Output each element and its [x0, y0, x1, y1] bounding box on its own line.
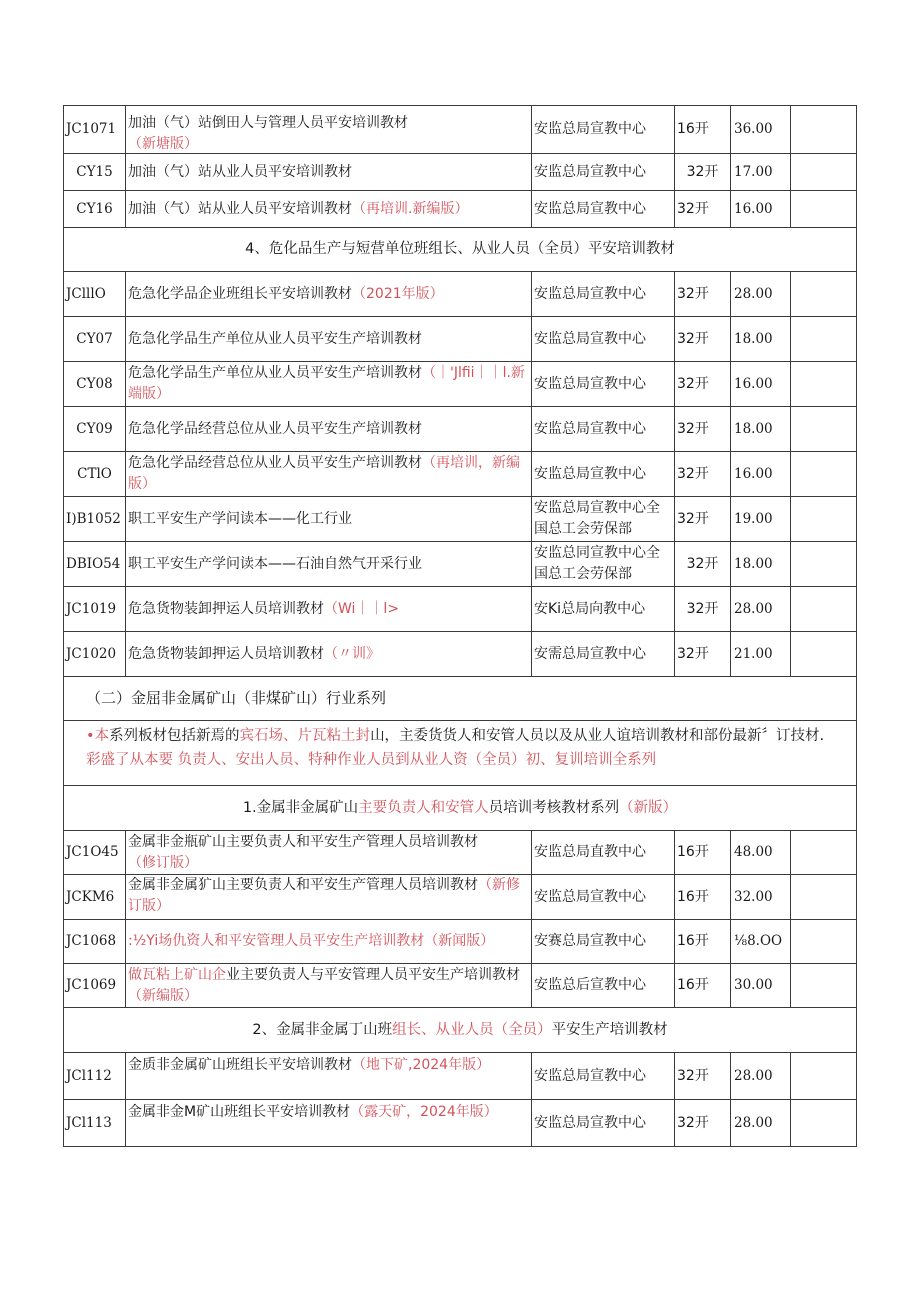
part-heading-row: [64, 677, 857, 721]
book-format: 16开: [675, 920, 731, 964]
book-price: 28.00: [731, 1100, 791, 1147]
book-publisher: 安监总局宣教中心: [532, 452, 675, 497]
book-edition-note: （地下矿,2024年版）: [352, 1057, 491, 1073]
book-publisher: 安监总局宣教中心: [532, 362, 675, 407]
book-format: 16开: [675, 964, 731, 1008]
book-publisher: 安监总局宣教中心: [532, 272, 675, 317]
book-format: 32开: [675, 407, 731, 452]
empty-cell: [791, 272, 857, 317]
table-row: [64, 920, 857, 964]
book-edition-note: （｜'Jlfii｜｜l.新端版）: [128, 365, 525, 402]
book-price: 19.00: [731, 497, 791, 542]
book-edition-note: （新编版）: [128, 987, 198, 1004]
table-row: [64, 831, 857, 875]
book-edition-note: （新修订版）: [128, 877, 520, 914]
section-title: 4、危化品生产与短营单位班组长、从业人员（全员）平安培训教材: [64, 228, 857, 272]
book-price: 18.00: [731, 542, 791, 587]
table-row: [64, 1100, 857, 1147]
section-title: 2、金属非金属丁山班组长、从业人员（全员）平安生产培训教材: [64, 1008, 857, 1053]
book-code: CY09: [64, 407, 126, 452]
book-format: 32开: [675, 154, 731, 191]
book-publisher: 安监总局宣教中心: [532, 875, 675, 920]
book-price: 30.00: [731, 964, 791, 1008]
book-publisher: 安监总局直教中心: [532, 831, 675, 875]
book-title: 金属非金瓶矿山主要负责人和平安生产管理人员培训教材 （修订版）: [126, 831, 532, 875]
book-format: 32开: [675, 632, 731, 677]
textbook-catalog-table: [63, 105, 857, 1147]
book-publisher: 安Ki总局向教中心: [532, 587, 675, 632]
empty-cell: [791, 191, 857, 228]
book-format: 32开: [675, 1053, 731, 1100]
table-row: [64, 407, 857, 452]
empty-cell: [791, 587, 857, 632]
empty-cell: [791, 831, 857, 875]
book-code: CY07: [64, 317, 126, 362]
empty-cell: [791, 497, 857, 542]
book-title: 金质非金属矿山班组长平安培训教材（地下矿,2024年版）: [126, 1053, 532, 1100]
book-price: 21.00: [731, 632, 791, 677]
book-price: 17.00: [731, 154, 791, 191]
book-publisher: 安监总局宣教中心: [532, 106, 675, 154]
book-publisher: 安监总同宣教中心全国总工会劳保部: [532, 542, 675, 587]
book-title: 加油（气）站从业人员平安培训教材: [126, 154, 532, 191]
book-price: 18.00: [731, 317, 791, 362]
book-title: 危急货物装卸押运人员培训教材（〃训》: [126, 632, 532, 677]
empty-cell: [791, 452, 857, 497]
book-title: 危急化学品生产单位从业人员平安生产培训教材（｜'Jlfii｜｜l.新端版）: [126, 362, 532, 407]
book-edition-note: （再培训，新编版）: [128, 455, 520, 492]
book-format: 32开: [675, 542, 731, 587]
table-row: [64, 106, 857, 154]
empty-cell: [791, 407, 857, 452]
book-title: 危急货物装卸押运人员培训教材（Wi｜｜l>: [126, 587, 532, 632]
book-title: 危急化学品经营总位从业人员平安生产培训教材（再培训，新编版）: [126, 452, 532, 497]
book-publisher: 安监总局宣教中心: [532, 154, 675, 191]
book-code: CY08: [64, 362, 126, 407]
book-code: JClllO: [64, 272, 126, 317]
book-publisher: 安监总局宣教中心: [532, 317, 675, 362]
book-publisher: 安监总局宣教中心: [532, 407, 675, 452]
section-header-row: [64, 786, 857, 831]
book-code: JCKM6: [64, 875, 126, 920]
table-row: [64, 632, 857, 677]
book-code: CTlO: [64, 452, 126, 497]
book-title: 职工平安生产学问读本——石油自然气开采行业: [126, 542, 532, 587]
book-price: 16.00: [731, 191, 791, 228]
table-row: [64, 875, 857, 920]
empty-cell: [791, 920, 857, 964]
table-row: [64, 191, 857, 228]
book-format: 16开: [675, 831, 731, 875]
catalog-sheet: [63, 105, 856, 1147]
book-code: JC1O45: [64, 831, 126, 875]
empty-cell: [791, 875, 857, 920]
table-row: [64, 317, 857, 362]
section-header-row: [64, 1008, 857, 1053]
book-title: 做瓦粘上矿山企业主要负责人与平安管理人员平安生产培训教材（新编版）: [126, 964, 532, 1008]
book-price: ⅛8.OO: [731, 920, 791, 964]
empty-cell: [791, 542, 857, 587]
table-row: [64, 964, 857, 1008]
book-title: 危急化学品生产单位从业人员平安生产培训教材: [126, 317, 532, 362]
book-title: [126, 920, 532, 964]
description-row: [64, 721, 857, 786]
book-publisher: 安赛总局宣教中心: [532, 920, 675, 964]
book-format: 32开: [675, 317, 731, 362]
book-format: 16开: [675, 106, 731, 154]
empty-cell: [791, 1053, 857, 1100]
book-price: 36.00: [731, 106, 791, 154]
book-code: JC1019: [64, 587, 126, 632]
table-row: [64, 452, 857, 497]
book-format: 32开: [675, 191, 731, 228]
book-edition-note: （新塘版）: [128, 135, 198, 152]
book-edition-note: （再培训.新编版）: [352, 200, 469, 217]
book-code: JCl113: [64, 1100, 126, 1147]
book-edition-note: （Wi｜｜l>: [324, 600, 400, 617]
empty-cell: [791, 1100, 857, 1147]
table-row: [64, 587, 857, 632]
book-price: 16.00: [731, 452, 791, 497]
book-title: 加油（气）站倒田人与管理人员平安培训教材 （新塘版）: [126, 106, 532, 154]
book-title: 危急化学品企业班组长平安培训教材（2021年版）: [126, 272, 532, 317]
empty-cell: [791, 964, 857, 1008]
book-price: 28.00: [731, 1053, 791, 1100]
book-format: 16开: [675, 875, 731, 920]
part-heading: （二）金屈非金属矿山（非煤矿山）行业系列: [64, 677, 857, 721]
book-price: 18.00: [731, 407, 791, 452]
table-row: [64, 154, 857, 191]
empty-cell: [791, 632, 857, 677]
book-code: JCl112: [64, 1053, 126, 1100]
empty-cell: [791, 362, 857, 407]
book-price: 32.00: [731, 875, 791, 920]
book-code: JC1071: [64, 106, 126, 154]
book-code: JC1068: [64, 920, 126, 964]
book-code: JC1069: [64, 964, 126, 1008]
book-code: JC1020: [64, 632, 126, 677]
table-row: [64, 497, 857, 542]
book-title: 金属非金属犷山主要负责人和平安生产管理人员培训教材（新修订版）: [126, 875, 532, 920]
book-publisher: 安监总局宣教中心: [532, 191, 675, 228]
series-description: •本系列板材包括新焉的宾石场、片瓦粘土封山，主委货货人和安管人员以及从业人谊培训教材和部份最新〞订技材. 彩盛了从本要 负责人、安出人员、特种作业人员到从业人资（全员）初、复训培训全系列: [64, 721, 857, 786]
book-publisher: 安监总局宣教中心全国总工会劳保部: [532, 497, 675, 542]
book-title: 金属非金M矿山班组长平安培训教材（露天矿，2024年版）: [126, 1100, 532, 1147]
book-format: 32开: [675, 362, 731, 407]
book-edition-note: （修订版）: [128, 854, 198, 871]
empty-cell: [791, 154, 857, 191]
clipped-description-line: 彩盛了从本要 负责人、安出人员、特种作业人员到从业人资（全员）初、复训培训全系列: [86, 752, 657, 768]
book-title: 危急化学品经营总位从业人员平安生产培训教材: [126, 407, 532, 452]
book-price: 48.00: [731, 831, 791, 875]
table-row: [64, 272, 857, 317]
book-format: 32开: [675, 497, 731, 542]
book-price: 28.00: [731, 272, 791, 317]
book-title: 职工平安生产学问读本——化工行业: [126, 497, 532, 542]
book-format: 32开: [675, 272, 731, 317]
book-format: 32开: [675, 1100, 731, 1147]
table-row: [64, 362, 857, 407]
book-format: 32开: [675, 452, 731, 497]
book-publisher: 安需总局宣教中心: [532, 632, 675, 677]
book-edition-note: （2021年版）: [352, 285, 444, 302]
book-code: CY16: [64, 191, 126, 228]
section-title: 1.金属非金属矿山主要负责人和安管人员培训考核教材系列（新版）: [64, 786, 857, 831]
book-code: I)B1052: [64, 497, 126, 542]
book-price: 16.00: [731, 362, 791, 407]
book-code: DBIO54: [64, 542, 126, 587]
bullet-icon: •: [86, 728, 95, 744]
empty-cell: [791, 317, 857, 362]
book-publisher: 安监总局宣教中心: [532, 1100, 675, 1147]
book-edition-note: （露天矿，2024年版）: [350, 1104, 498, 1120]
table-row: [64, 1053, 857, 1100]
book-edition-note: （〃训》: [324, 645, 380, 662]
section-header-row: [64, 228, 857, 272]
book-title: 加油（气）站从业人员平安培训教材（再培训.新编版）: [126, 191, 532, 228]
book-publisher: 安监总后宣教中心: [532, 964, 675, 1008]
book-format: 32开: [675, 587, 731, 632]
empty-cell: [791, 106, 857, 154]
book-publisher: 安监总局宣教中心: [532, 1053, 675, 1100]
book-edition-note: :½Yi场仇资人和平安管理人员平安生产培训教材（新闻版）: [128, 933, 495, 949]
table-row: [64, 542, 857, 587]
book-price: 28.00: [731, 587, 791, 632]
book-code: CY15: [64, 154, 126, 191]
